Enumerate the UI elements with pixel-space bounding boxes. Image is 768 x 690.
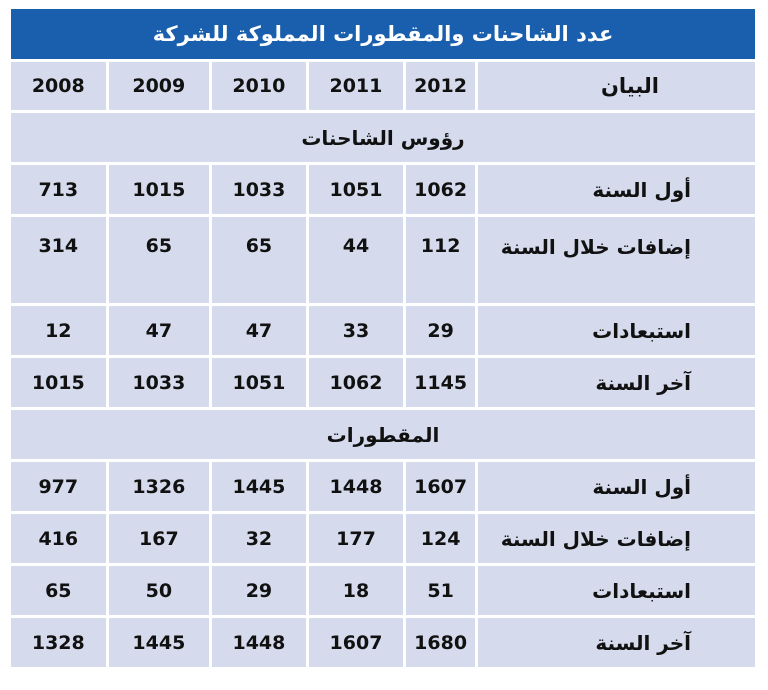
row-label: استبعادات — [478, 566, 755, 615]
section-header — [11, 410, 755, 459]
table-cell: 1326 — [109, 462, 210, 511]
table-cell: 12 — [11, 306, 106, 355]
table-title: عدد الشاحنات والمقطورات المملوكة للشركة — [11, 9, 755, 59]
table-cell: 18 — [309, 566, 404, 615]
section-title: المقطورات — [11, 410, 755, 459]
table-row — [11, 514, 755, 563]
table-cell: 65 — [109, 217, 210, 303]
table-cell: 44 — [309, 217, 404, 303]
table-cell: 1033 — [109, 358, 210, 407]
table-cell: 32 — [212, 514, 306, 563]
year-header: 2010 — [212, 62, 306, 110]
table-cell: 1051 — [309, 165, 404, 214]
row-label: آخر السنة — [478, 358, 755, 407]
table-cell: 1328 — [11, 618, 106, 667]
table-cell: 29 — [212, 566, 306, 615]
year-header: 2009 — [109, 62, 210, 110]
row-label: استبعادات — [478, 306, 755, 355]
table-cell: 177 — [309, 514, 404, 563]
table-cell: 112 — [406, 217, 475, 303]
table-cell: 1062 — [309, 358, 404, 407]
table-cell: 124 — [406, 514, 475, 563]
table-cell: 1015 — [109, 165, 210, 214]
table-cell: 1051 — [212, 358, 306, 407]
table-row — [11, 165, 755, 214]
table-cell: 1607 — [406, 462, 475, 511]
table-row — [11, 566, 755, 615]
table-cell: 65 — [212, 217, 306, 303]
table-row — [11, 217, 755, 303]
table-cell: 1062 — [406, 165, 475, 214]
table-cell: 1033 — [212, 165, 306, 214]
year-header: 2008 — [11, 62, 106, 110]
row-label: إضافات خلال السنة — [478, 217, 755, 303]
row-label: إضافات خلال السنة — [478, 514, 755, 563]
table-cell: 1445 — [212, 462, 306, 511]
row-label: آخر السنة — [478, 618, 755, 667]
table-cell: 50 — [109, 566, 210, 615]
table-row — [11, 462, 755, 511]
table-cell: 47 — [212, 306, 306, 355]
table-cell: 47 — [109, 306, 210, 355]
table-cell: 1680 — [406, 618, 475, 667]
header-row — [11, 62, 755, 110]
table-row — [11, 618, 755, 667]
table-cell: 314 — [11, 217, 106, 303]
section-title: رؤوس الشاحنات — [11, 113, 755, 162]
fleet-table — [11, 9, 755, 670]
table-cell: 1445 — [109, 618, 210, 667]
year-header: 2012 — [406, 62, 475, 110]
table-cell: 1607 — [309, 618, 404, 667]
table-cell: 1448 — [212, 618, 306, 667]
table-cell: 29 — [406, 306, 475, 355]
section-header — [11, 113, 755, 162]
table-cell: 1448 — [309, 462, 404, 511]
table-cell: 51 — [406, 566, 475, 615]
row-label: أول السنة — [478, 462, 755, 511]
table-cell: 1015 — [11, 358, 106, 407]
table-row — [11, 358, 755, 407]
table-cell: 977 — [11, 462, 106, 511]
table-cell: 33 — [309, 306, 404, 355]
table-cell: 65 — [11, 566, 106, 615]
table-row — [11, 306, 755, 355]
label-header: البيان — [478, 62, 755, 110]
row-label: أول السنة — [478, 165, 755, 214]
table-cell: 416 — [11, 514, 106, 563]
year-header: 2011 — [309, 62, 404, 110]
table-cell: 713 — [11, 165, 106, 214]
table-cell: 167 — [109, 514, 210, 563]
table-cell: 1145 — [406, 358, 475, 407]
